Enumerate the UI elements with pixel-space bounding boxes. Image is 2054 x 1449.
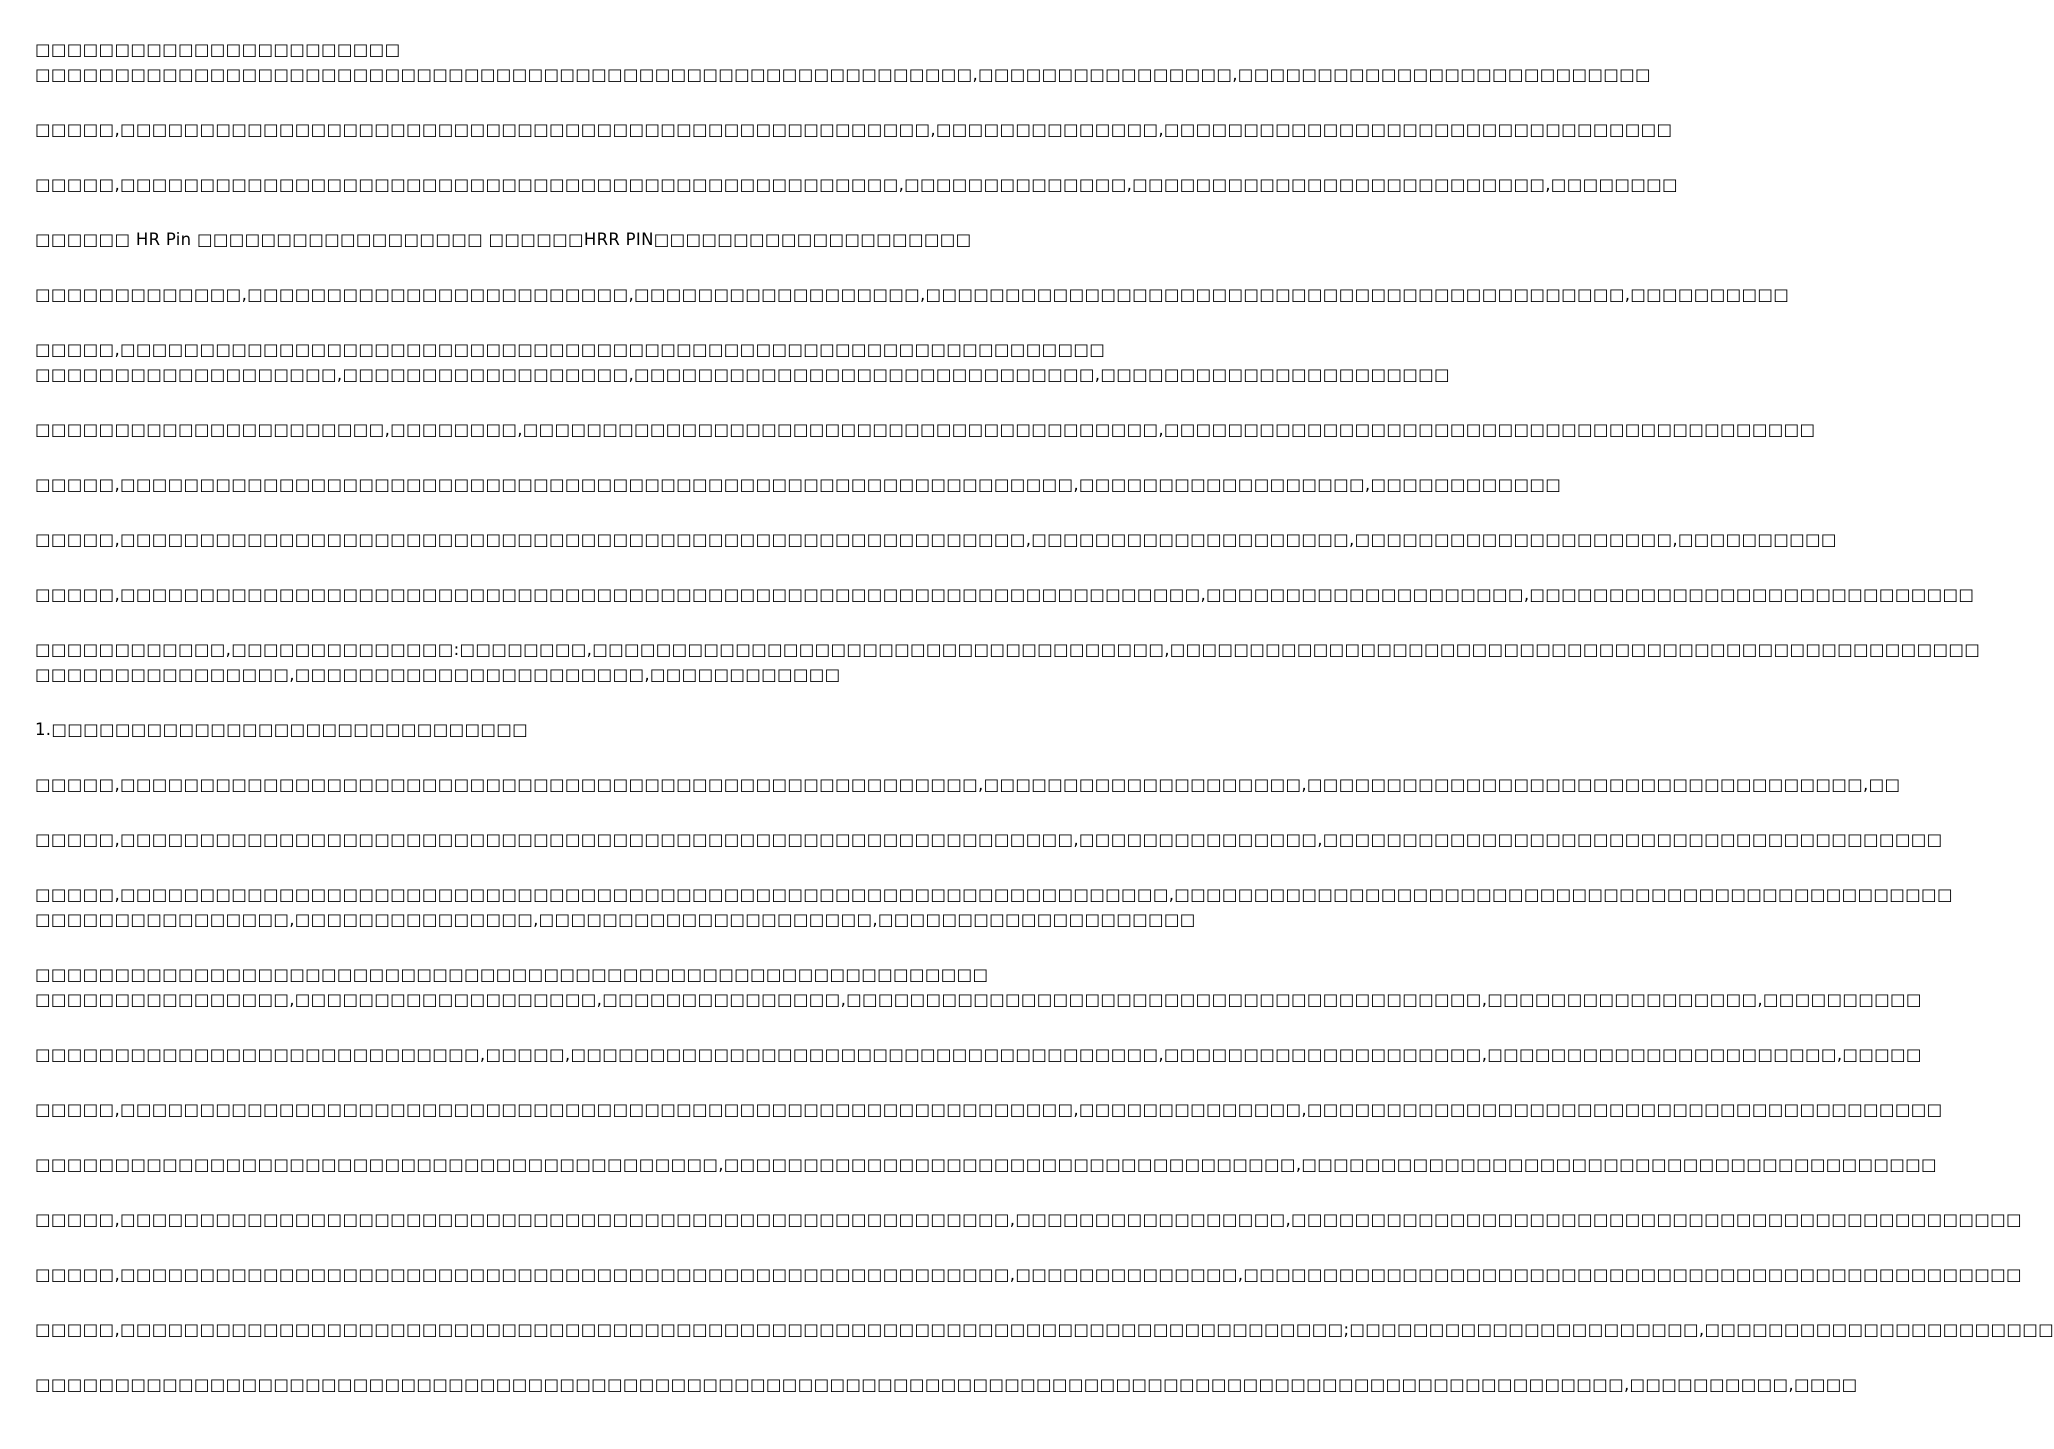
text-line: □□□□□,□□□□□□□□□□□□□□□□□□□□□□□□□□□□□□□□□□□□□□□□□□□□□□□□□□□□□□□□□□□□□□□□□□□□□□□□□□□□□;□□□□□□□□□□□□□□□□□□□□□□,□□□□□□□□□□□□□□□□□□□□□□ (35, 1320, 2054, 1339)
text-line: □□□□□□□□□□□□□□□□□□□□□□□□□□□□□□□□□□□□□□□□□□□,□□□□□□□□□□□□□□□□□□□□□□□□□□□□□□□□□□□□,□□□□□□□□□□□□□□□□□□□□□□□□□□□□□□□□□□□□□□□□ (35, 1155, 1937, 1174)
paragraph-gap (35, 197, 989, 227)
paragraph-gap (35, 552, 989, 582)
paragraph-gap (35, 87, 989, 117)
text-line: □□□□□,□□□□□□□□□□□□□□□□□□□□□□□□□□□□□□□□□□□□□□□□□□□□□□□□□□□□□□□□□□□□□□□□□□□□,□□□□□□□□□□□□□□□□□□□□,□□□□□□□□□□□□□□□□□□□□□□□□□□□□ (35, 585, 1975, 604)
paragraph-gap (35, 387, 989, 417)
text-line: □□□□□,□□□□□□□□□□□□□□□□□□□□□□□□□□□□□□□□□□□□□□□□□□□□□□□□□□□□□□□□,□□□□□□□□□□□□□□,□□□□□□□□□□□□□□□□□□□□□□□□□□□□□□□□□□□□□□□□□□□□□□□□□ (35, 1265, 2022, 1284)
text-line: □□□□□,□□□□□□□□□□□□□□□□□□□□□□□□□□□□□□□□□□□□□□□□□□□□□□□□□□□□□□□□□□□□,□□□□□□□□□□□□□□,□□□□□□□□□□□□□□□□□□□□□□□□□□□□□□□□□□□□□□□□ (35, 1100, 1943, 1119)
text-line: □□□□□□□□□□□□□□□□□□□□□□□□□□□□,□□□□□,□□□□□□□□□□□□□□□□□□□□□□□□□□□□□□□□□□□□□,□□□□□□□□□□□□□□□□□□□□,□□□□□□□□□□□□□□□□□□□□□□,□□□□□ (35, 1045, 1922, 1064)
paragraph-gap (35, 607, 989, 637)
text-line: □□□□□□□□□□□□,□□□□□□□□□□□□□□:□□□□□□□□,□□□□□□□□□□□□□□□□□□□□□□□□□□□□□□□□□□□□,□□□□□□□□□□□□□□□□□□□□□□□□□□□□□□□□□□□□□□□□□□□□□□□□□□□ (35, 640, 1981, 659)
text-line: □□□□□,□□□□□□□□□□□□□□□□□□□□□□□□□□□□□□□□□□□□□□□□□□□□□□□□□□□□□□□□,□□□□□□□□□□□□□□□□□,□□□□□□□□□□□□□□□□□□□□□□□□□□□□□□□□□□□□□□□□□□□□□□ (35, 1210, 2022, 1229)
text-line: □□□□□,□□□□□□□□□□□□□□□□□□□□□□□□□□□□□□□□□□□□□□□□□□□□□□□□□,□□□□□□□□□□□□□□,□□□□□□□□□□□□□□□□□□□□□□□□□□,□□□□□□□□ (35, 175, 1678, 194)
paragraph-gap (35, 307, 989, 337)
text-line: □□□□□□□□□□□□□□□□□□□□□□□□□□□□□□□□□□□□□□□□□□□□□□□□□□□□□□□□□□□□□□□□□□□□□□□□□□□□□□□□□□□□□□□□□□□□□□□□□□□□,□□□□□□□□□□,□□□□ (35, 1375, 1858, 1394)
paragraph-gap (35, 1177, 989, 1207)
text-line: □□□□□□□□□□□□□□□□□□□□□□□□□□□□□□□□□□□□□□□□□□□□□□□□□□□□□□□□□□□,□□□□□□□□□□□□□□□□,□□□□□□□□□□□□□□□□□□□□□□□□□□ (35, 65, 1651, 84)
paragraph-gap (35, 1287, 989, 1317)
paragraph-gap (35, 1012, 989, 1042)
text-line: □□□□□,□□□□□□□□□□□□□□□□□□□□□□□□□□□□□□□□□□□□□□□□□□□□□□□□□□□,□□□□□□□□□□□□□□,□□□□□□□□□□□□□□□□□□□□□□□□□□□□□□□□ (35, 120, 1673, 139)
paragraph-gap (35, 1067, 989, 1097)
text-line: □□□□□,□□□□□□□□□□□□□□□□□□□□□□□□□□□□□□□□□□□□□□□□□□□□□□□□□□□□□□□□□□□□,□□□□□□□□□□□□□□□□□□,□□□□□□□□□□□□ (35, 475, 1562, 494)
text-line: □□□□□□□□□□□□□□□□,□□□□□□□□□□□□□□□,□□□□□□□□□□□□□□□□□□□□□,□□□□□□□□□□□□□□□□□□□□ (35, 910, 1196, 929)
text-line: □□□□□□□□□□□□□□□□□□□,□□□□□□□□□□□□□□□□□□,□□□□□□□□□□□□□□□□□□□□□□□□□□□□□,□□□□□□□□□□□□□□□□□□□□□□ (35, 365, 1450, 384)
text-line: □□□□□□□□□□□□□,□□□□□□□□□□□□□□□□□□□□□□□□,□□□□□□□□□□□□□□□□□□,□□□□□□□□□□□□□□□□□□□□□□□□□□□□□□□□□□□□□□□□□□□□,□□□□□□□□□□ (35, 285, 1790, 304)
document-page (35, 37, 2054, 1397)
text-line: □□□□□,□□□□□□□□□□□□□□□□□□□□□□□□□□□□□□□□□□□□□□□□□□□□□□□□□□□□□□□□□□□□,□□□□□□□□□□□□□□□,□□□□□□□□□□□□□□□□□□□□□□□□□□□□□□□□□□□□□□□ (35, 830, 1943, 849)
paragraph-gap (35, 1122, 989, 1152)
text-line: □□□□□□□□□□□□□□□□□□□□□□□□□□□□□□□□□□□□□□□□□□□□□□□□□□□□□□□□□□□□ (35, 965, 989, 984)
text-line: □□□□□,□□□□□□□□□□□□□□□□□□□□□□□□□□□□□□□□□□□□□□□□□□□□□□□□□□□□□□□□□□□□□□ (35, 340, 1106, 359)
paragraph-gap (35, 797, 989, 827)
text-line: □□□□□,□□□□□□□□□□□□□□□□□□□□□□□□□□□□□□□□□□□□□□□□□□□□□□□□□□□□□□□□□,□□□□□□□□□□□□□□□□□□□□,□□□□□□□□□□□□□□□□□□□□,□□□□□□□□□□ (35, 530, 1837, 549)
paragraph-gap (35, 1232, 989, 1262)
paragraph-gap (35, 687, 989, 717)
paragraph-gap (35, 497, 989, 527)
paragraph-gap (35, 442, 989, 472)
paragraph-gap (35, 742, 989, 772)
paragraph-gap (35, 852, 989, 882)
text-line: □□□□□,□□□□□□□□□□□□□□□□□□□□□□□□□□□□□□□□□□□□□□□□□□□□□□□□□□□□□□□□□□□□□□□□□□,□□□□□□□□□□□□□□□□□□□□□□□□□□□□□□□□□□□□□□□□□□□□□□□□□ (35, 885, 1953, 904)
paragraph-gap (35, 932, 989, 962)
text-line: □□□□□□□□□□□□□□□□□□□□□□□ (35, 40, 401, 59)
text-line: □□□□□□□□□□□□□□□□,□□□□□□□□□□□□□□□□□□□,□□□□□□□□□□□□□□□,□□□□□□□□□□□□□□□□□□□□□□□□□□□□□□□□□□□□□□□□,□□□□□□□□□□□□□□□□□,□□□□□□□□□□ (35, 990, 1922, 1009)
paragraph-gap (35, 1342, 989, 1372)
text-line: □□□□□□□□□□□□□□□□,□□□□□□□□□□□□□□□□□□□□□□,□□□□□□□□□□□□ (35, 665, 841, 684)
text-line: □□□□□,□□□□□□□□□□□□□□□□□□□□□□□□□□□□□□□□□□□□□□□□□□□□□□□□□□□□□□,□□□□□□□□□□□□□□□□□□□□,□□□□□□□□□□□□□□□□□□□□□□□□□□□□□□□□□□□,□□ (35, 775, 1901, 794)
paragraph-gap (35, 142, 989, 172)
text-line: □□□□□□ HR Pin □□□□□□□□□□□□□□□□□□ □□□□□□HRR PIN□□□□□□□□□□□□□□□□□□□□ (35, 230, 972, 249)
paragraph-gap (35, 252, 989, 282)
text-line: 1.□□□□□□□□□□□□□□□□□□□□□□□□□□□□□□ (35, 720, 529, 739)
text-line: □□□□□□□□□□□□□□□□□□□□□□,□□□□□□□□,□□□□□□□□□□□□□□□□□□□□□□□□□□□□□□□□□□□□□□□□,□□□□□□□□□□□□□□□□□□□□□□□□□□□□□□□□□□□□□□□□□ (35, 420, 1816, 439)
